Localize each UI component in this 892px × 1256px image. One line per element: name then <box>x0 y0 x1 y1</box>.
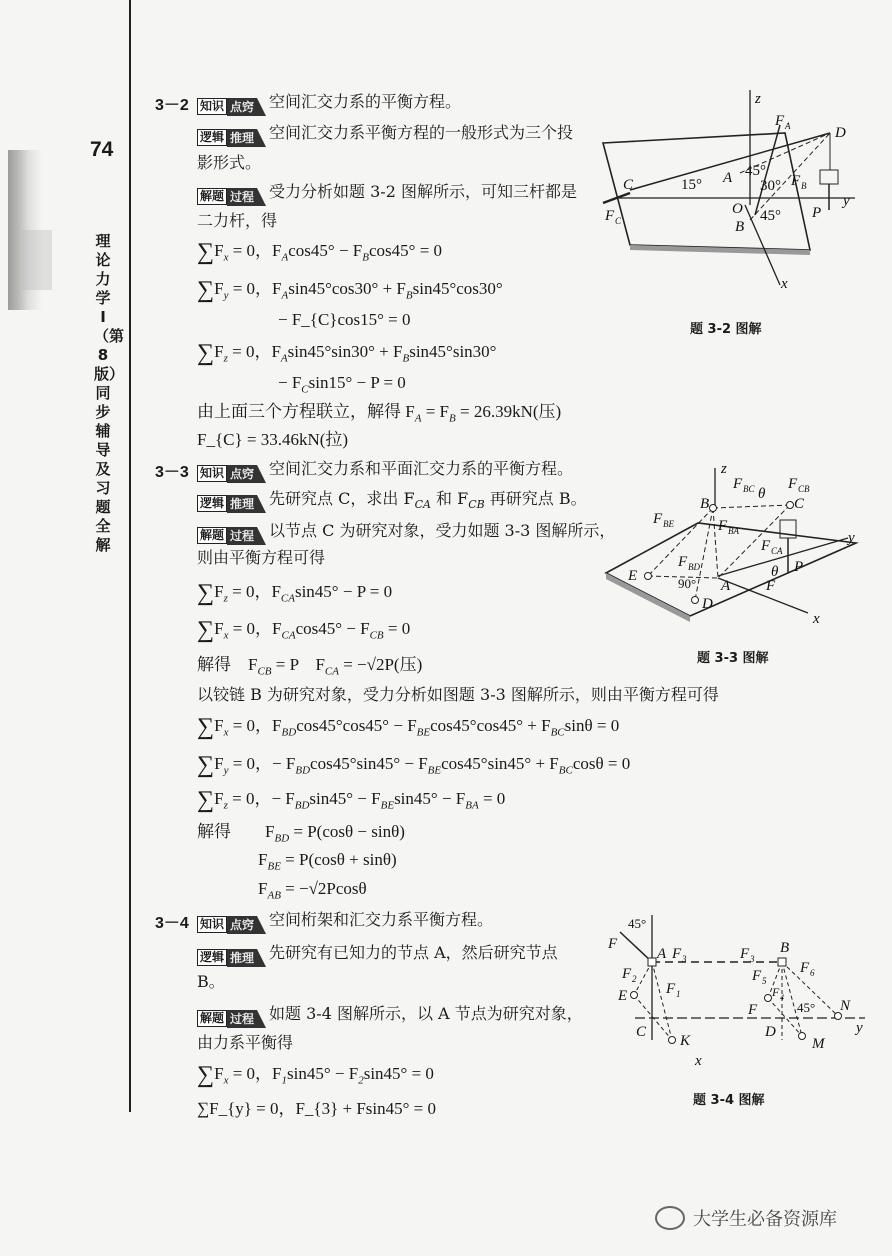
tag-logic: 逻辑 推理 <box>197 949 266 967</box>
svg-text:F: F <box>775 113 785 129</box>
force-F <box>620 932 652 962</box>
solution-line: 解得 $F_{BD} = P(\cos\theta - \sin\theta)$ <box>197 822 405 845</box>
problem-number: 3－3 <box>155 464 189 481</box>
svg-text:45°: 45° <box>628 916 647 931</box>
svg-text:D: D <box>765 1024 776 1040</box>
knowledge-line: 知识 点窍 空间汇交力系和平面汇交力系的平衡方程。 <box>197 459 573 483</box>
process-line: 解题 过程 受力分析如题 3-2 图解所示，可知三杆都是 <box>197 182 577 206</box>
equation: ∑F_{y} = 0，F_{3} + Fsin45° = 0 <box>197 1099 437 1118</box>
figure-3-3 <box>598 458 873 633</box>
svg-text:2: 2 <box>632 974 637 984</box>
weight <box>820 170 838 184</box>
svg-text:F: F <box>761 538 771 554</box>
equation: − F_{C}cos15° = 0 <box>278 310 411 329</box>
svg-text:45°: 45° <box>745 163 766 179</box>
logic-line: 逻辑 推理 先研究点 C，求出 $F_{CA}$ 和 $F_{CB}$ 再研究点 B。 <box>197 489 587 515</box>
svg-text:y: y <box>856 1020 863 1036</box>
svg-text:4: 4 <box>780 993 784 1002</box>
svg-text:F: F <box>772 985 780 999</box>
svg-text:z: z <box>721 461 727 477</box>
figure-caption: 题 3-2 图解 <box>690 322 762 337</box>
svg-text:F: F <box>791 173 801 189</box>
page-number: 74 <box>90 138 114 161</box>
svg-text:B: B <box>801 181 807 191</box>
tag-knowledge: 知识 点窍 <box>197 98 266 116</box>
figure-3-2 <box>595 85 870 315</box>
svg-text:B: B <box>700 496 710 512</box>
svg-text:CB: CB <box>798 484 810 494</box>
svg-text:B: B <box>780 940 790 956</box>
figure-caption: 题 3-4 图解 <box>693 1093 765 1108</box>
svg-text:N: N <box>840 998 851 1014</box>
svg-text:M: M <box>812 1036 825 1052</box>
svg-text:θ: θ <box>758 486 766 502</box>
svg-text:5: 5 <box>762 976 767 986</box>
svg-text:F: F <box>678 554 688 570</box>
text-line: 则由平衡方程可得 <box>197 548 326 567</box>
svg-text:P: P <box>812 205 822 221</box>
tag-process: 解题 过程 <box>197 527 266 545</box>
svg-text:F: F <box>748 1002 758 1018</box>
solution-line: $F_{BE} = P(\cos\theta + \sin\theta)$ <box>258 850 397 873</box>
svg-text:y: y <box>848 530 855 546</box>
running-title: 理论力学Ⅰ（第8版）同步辅导及习题全解 <box>94 232 125 554</box>
svg-text:F: F <box>666 981 676 997</box>
equation: $\sum F_z = 0$，− $F_{BD}\sin 45^\circ - F_{BE}\sin 45^\circ - F_{BA} = 0$ <box>197 787 506 813</box>
equation: $\sum F_y = 0$，− $F_{BD}\cos 45^\circ\sin 45^\circ - F_{BE}\cos 45^\circ\sin 45^\circ + F_{BC}\cos\theta = 0$ <box>197 752 631 778</box>
bar-AE <box>634 962 652 995</box>
svg-text:x: x <box>781 276 788 292</box>
watermark <box>655 1205 837 1231</box>
svg-text:A: A <box>657 946 667 962</box>
tag-logic: 逻辑 推理 <box>197 495 266 513</box>
tag-process: 解题 过程 <box>197 188 266 206</box>
logic-line: 逻辑 推理 先研究有已知力的节点 A，然后研究节点 <box>197 943 558 967</box>
svg-text:B: B <box>735 219 745 235</box>
svg-text:BC: BC <box>743 484 755 494</box>
solution-line: 解得 $F_{CB} = P$ $F_{CA} = -√2P$(压) <box>197 655 423 678</box>
svg-text:1: 1 <box>676 989 681 999</box>
svg-text:A: A <box>723 170 733 186</box>
svg-text:E: E <box>628 568 638 584</box>
text-line: 二力杆，得 <box>197 211 278 230</box>
svg-text:90°: 90° <box>678 576 697 591</box>
equation: $\sum F_z = 0$，$F_A\sin 45^\circ\sin 30^\circ + F_B\sin 45^\circ\sin 30^\circ$ <box>197 340 497 366</box>
svg-text:D: D <box>702 596 713 612</box>
y-axis <box>718 538 848 576</box>
svg-text:A: A <box>721 578 731 594</box>
scan-shadow <box>22 230 52 290</box>
solution-line: $F_{AB} = -√2Pcos\theta$ <box>258 879 367 902</box>
text-line: 由力系平衡得 <box>197 1033 294 1052</box>
svg-text:F: F <box>800 960 810 976</box>
process-line: 解题 过程 以节点 C 为研究对象，受力如题 3-3 图解所示， <box>197 521 615 545</box>
plate-edge <box>630 245 810 255</box>
svg-text:z: z <box>755 91 761 107</box>
svg-text:F: F <box>752 968 762 984</box>
bar-BC <box>713 505 790 508</box>
svg-text:D: D <box>835 125 846 141</box>
svg-text:E: E <box>618 988 628 1004</box>
svg-text:F: F <box>740 946 750 962</box>
svg-text:C: C <box>623 177 634 193</box>
svg-text:6: 6 <box>810 968 815 978</box>
equation: $\sum F_x = 0$，$F_{CA}\cos 45^\circ - F_{CB} = 0$ <box>197 617 411 643</box>
svg-text:F: F <box>718 518 728 534</box>
process-line: 解题 过程 如题 3-4 图解所示，以 A 节点为研究对象， <box>197 1004 583 1028</box>
equation: $\sum F_x = 0$，$F_A\cos 45^\circ - F_B\cos 45^\circ = 0$ <box>197 239 443 265</box>
svg-text:F: F <box>605 208 615 224</box>
svg-text:K: K <box>680 1033 691 1049</box>
tag-knowledge: 知识 点窍 <box>197 465 266 483</box>
svg-text:C: C <box>636 1024 647 1040</box>
tag-logic: 逻辑 推理 <box>197 129 266 147</box>
result-line: F_{C} = 33.46kN(拉) <box>197 430 349 449</box>
svg-text:C: C <box>794 496 805 512</box>
wechat-icon <box>655 1206 685 1230</box>
svg-text:3: 3 <box>682 954 687 964</box>
svg-text:F: F <box>672 946 682 962</box>
equation: $\sum F_x = 0$，$F_{BD}\cos 45^\circ\cos 45^\circ - F_{BE}\cos 45^\circ\cos 45^\circ + F_{BC}\sin\theta = 0$ <box>197 714 620 740</box>
svg-text:P: P <box>794 559 804 575</box>
result-line: 由上面三个方程联立，解得 $F_A = F_B = 26.39kN$(压) <box>197 402 562 425</box>
svg-text:A: A <box>785 121 791 131</box>
knowledge-line: 知识 点窍 空间汇交力系的平衡方程。 <box>197 92 461 116</box>
watermark-text: 大学生必备资源库 <box>693 1209 837 1230</box>
figure-3-4 <box>600 900 875 1070</box>
svg-text:CA: CA <box>771 546 783 556</box>
svg-text:3: 3 <box>750 954 755 964</box>
svg-text:45°: 45° <box>760 208 781 224</box>
bar-BD <box>695 508 713 600</box>
figure-caption: 题 3-3 图解 <box>697 651 769 666</box>
margin-rule <box>129 0 131 1112</box>
svg-text:BE: BE <box>663 519 674 529</box>
problem-number: 3－4 <box>155 915 189 932</box>
equation: $\sum F_x = 0$，$F_1\sin 45^\circ - F_2\sin 45^\circ = 0$ <box>197 1062 434 1088</box>
equation: $\sum F_z = 0$，$F_{CA}\sin 45^\circ - P = 0$ <box>197 580 393 606</box>
equation: − $F_C\sin 15^\circ - P = 0$ <box>278 373 406 396</box>
svg-text:F: F <box>733 476 743 492</box>
tag-knowledge: 知识 点窍 <box>197 916 266 934</box>
tag-process: 解题 过程 <box>197 1010 266 1028</box>
equation: $\sum F_y = 0$，$F_A\sin 45^\circ\cos 30^\circ + F_B\sin 45^\circ\cos 30^\circ$ <box>197 277 503 303</box>
problem-number: 3－2 <box>155 97 189 114</box>
svg-text:x: x <box>813 611 820 627</box>
bar-CA <box>718 505 790 578</box>
plate <box>606 523 856 616</box>
svg-text:O: O <box>732 201 743 217</box>
text-line: 影形式。 <box>197 153 262 172</box>
svg-text:BA: BA <box>728 526 739 536</box>
svg-text:15°: 15° <box>681 177 702 193</box>
svg-text:BD: BD <box>688 562 700 572</box>
svg-text:C: C <box>615 216 622 226</box>
svg-text:F: F <box>653 511 663 527</box>
svg-text:F: F <box>608 936 618 952</box>
svg-text:F: F <box>766 578 776 594</box>
logic-line: 逻辑 推理 空间汇交力系平衡方程的一般形式为三个投 <box>197 123 573 147</box>
svg-text:45°: 45° <box>797 1000 816 1015</box>
svg-text:y: y <box>843 193 850 209</box>
svg-text:x: x <box>695 1053 702 1069</box>
svg-text:θ: θ <box>771 564 779 580</box>
text-line: 以铰链 B 为研究对象，受力分析如图题 3-3 图解所示，则由平衡方程可得 <box>197 685 719 704</box>
text-line: B。 <box>197 972 225 991</box>
svg-text:F: F <box>788 476 798 492</box>
svg-text:F: F <box>622 966 632 982</box>
svg-text:30°: 30° <box>760 178 781 194</box>
knowledge-line: 知识 点窍 空间桁架和汇交力系平衡方程。 <box>197 910 493 934</box>
